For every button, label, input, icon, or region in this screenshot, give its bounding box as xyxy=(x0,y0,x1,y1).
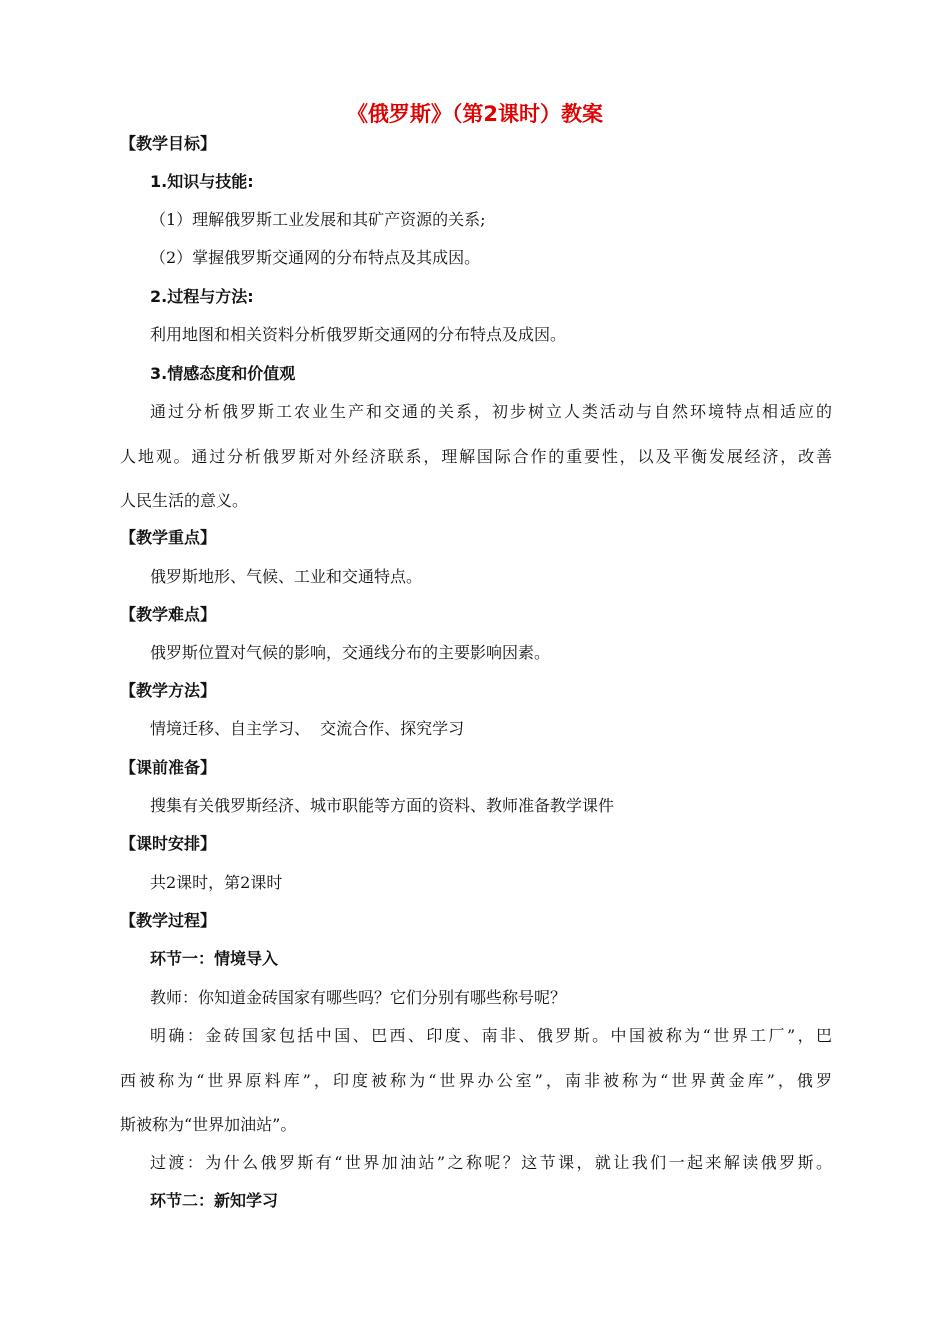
section-heading-objectives: 【教学目标】 xyxy=(120,134,217,153)
section-heading-schedule: 【课时安排】 xyxy=(120,834,217,853)
step-1-clarify-line-3: 斯被称为“世界加油站”。 xyxy=(120,1115,297,1134)
objective-3-line-2: 人地观。通过分析俄罗斯对外经济联系，理解国际合作的重要性，以及平衡发展经济，改善 xyxy=(120,447,832,466)
section-heading-methods: 【教学方法】 xyxy=(120,681,217,700)
objective-3-label: 3.情感态度和价值观 xyxy=(150,364,296,383)
step-2-label: 环节二：新知学习 xyxy=(150,1191,279,1210)
objective-2-label: 2.过程与方法: xyxy=(150,287,254,306)
objective-1-line-1: （1）理解俄罗斯工业发展和其矿产资源的关系; xyxy=(150,210,486,229)
step-1-clarify-line-2: 西被称为“世界原料库”，印度被称为“世界办公室”，南非被称为“世界黄金库”，俄罗 xyxy=(120,1071,832,1090)
section-heading-process: 【教学过程】 xyxy=(120,911,217,930)
objective-2-text: 利用地图和相关资料分析俄罗斯交通网的分布特点及成因。 xyxy=(150,325,567,344)
step-1-transition: 过渡：为什么俄罗斯有“世界加油站”之称呢？这节课，就让我们一起来解读俄罗斯。 xyxy=(150,1153,832,1172)
section-heading-preparation: 【课前准备】 xyxy=(120,758,217,777)
step-1-label: 环节一：情境导入 xyxy=(150,949,279,968)
schedule-text: 共2课时，第2课时 xyxy=(150,873,283,892)
section-heading-difficulties: 【教学难点】 xyxy=(120,605,217,624)
difficulties-text: 俄罗斯位置对气候的影响，交通线分布的主要影响因素。 xyxy=(150,643,551,662)
objective-1-line-2: （2）掌握俄罗斯交通网的分布特点及其成因。 xyxy=(150,248,481,267)
objective-3-line-3: 人民生活的意义。 xyxy=(120,491,249,510)
step-1-clarify-line-1: 明确：金砖国家包括中国、巴西、印度、南非、俄罗斯。中国被称为“世界工厂”，巴 xyxy=(150,1026,832,1045)
objective-1-label: 1.知识与技能: xyxy=(150,172,254,191)
objective-3-line-1: 通过分析俄罗斯工农业生产和交通的关系，初步树立人类活动与自然环境特点相适应的 xyxy=(150,402,832,421)
methods-text: 情境迁移、自主学习、 交流合作、探究学习 xyxy=(150,719,465,738)
key-points-text: 俄罗斯地形、气候、工业和交通特点。 xyxy=(150,567,423,586)
document-title: 《俄罗斯》（第2课时）教案 xyxy=(346,102,604,126)
section-heading-key-points: 【教学重点】 xyxy=(120,528,217,547)
step-1-teacher: 教师：你知道金砖国家有哪些吗？它们分别有哪些称号呢？ xyxy=(150,988,567,1007)
preparation-text: 搜集有关俄罗斯经济、城市职能等方面的资料、教师准备教学课件 xyxy=(150,796,615,815)
